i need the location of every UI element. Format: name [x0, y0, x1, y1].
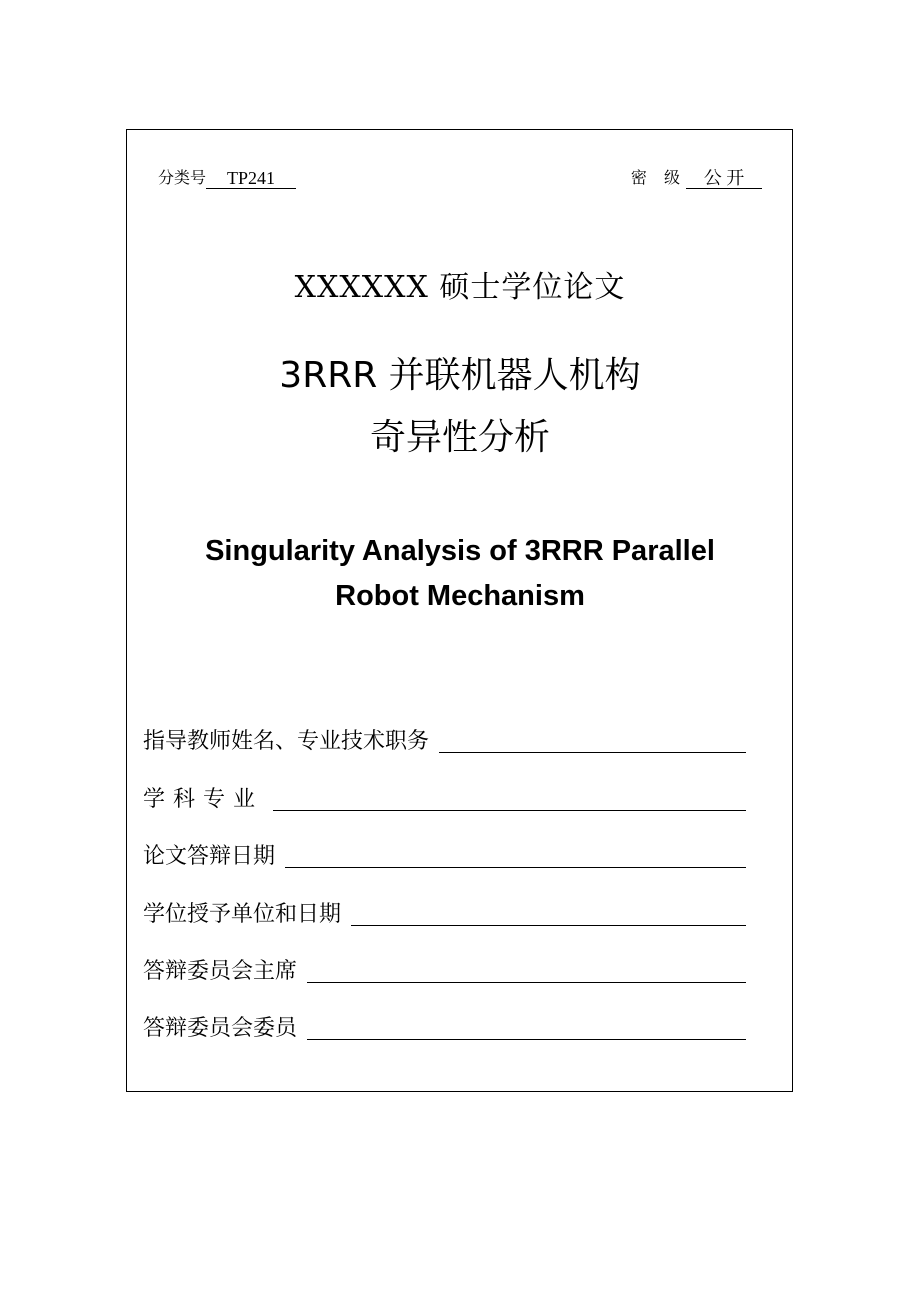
- field-discipline: [143, 781, 746, 815]
- field-defense-date: [143, 838, 746, 872]
- field-defense-date-line: [285, 837, 746, 868]
- classification-number: [158, 167, 296, 189]
- field-advisor-line: [439, 722, 746, 753]
- field-degree-grantor-line: [351, 895, 746, 926]
- secrecy-value: 公 开: [686, 168, 762, 189]
- field-advisor-label: 指导教师姓名、专业技术职务: [143, 729, 430, 754]
- field-committee-chair-label: 答辩委员会主席: [143, 959, 298, 984]
- field-discipline-line: [273, 780, 746, 811]
- field-defense-date-label: 论文答辩日期: [143, 844, 276, 869]
- chinese-title-line-1: 3RRR 并联机器人机构: [279, 355, 641, 396]
- field-committee-chair: [143, 953, 746, 987]
- degree-title: XXXXXX 硕士学位论文: [294, 270, 626, 305]
- field-committee-members-line: [307, 1009, 746, 1040]
- english-title-line-1: Singularity Analysis of 3RRR Parallel: [205, 535, 715, 567]
- field-committee-chair-line: [307, 952, 746, 983]
- field-degree-grantor-label: 学位授予单位和日期: [143, 902, 342, 927]
- field-committee-members-label: 答辩委员会委员: [143, 1016, 298, 1041]
- classification-label: 分类号: [158, 168, 207, 187]
- field-discipline-label: 学科专业: [143, 787, 264, 812]
- field-committee-members: [143, 1010, 746, 1044]
- classification-value: TP241: [206, 168, 296, 189]
- english-title-line-2: Robot Mechanism: [335, 580, 585, 612]
- secrecy-level: [631, 167, 762, 189]
- secrecy-label: 密 级: [630, 168, 686, 187]
- field-degree-grantor: [143, 896, 746, 930]
- chinese-title-line-2: 奇异性分析: [369, 417, 550, 458]
- field-advisor: [143, 723, 746, 757]
